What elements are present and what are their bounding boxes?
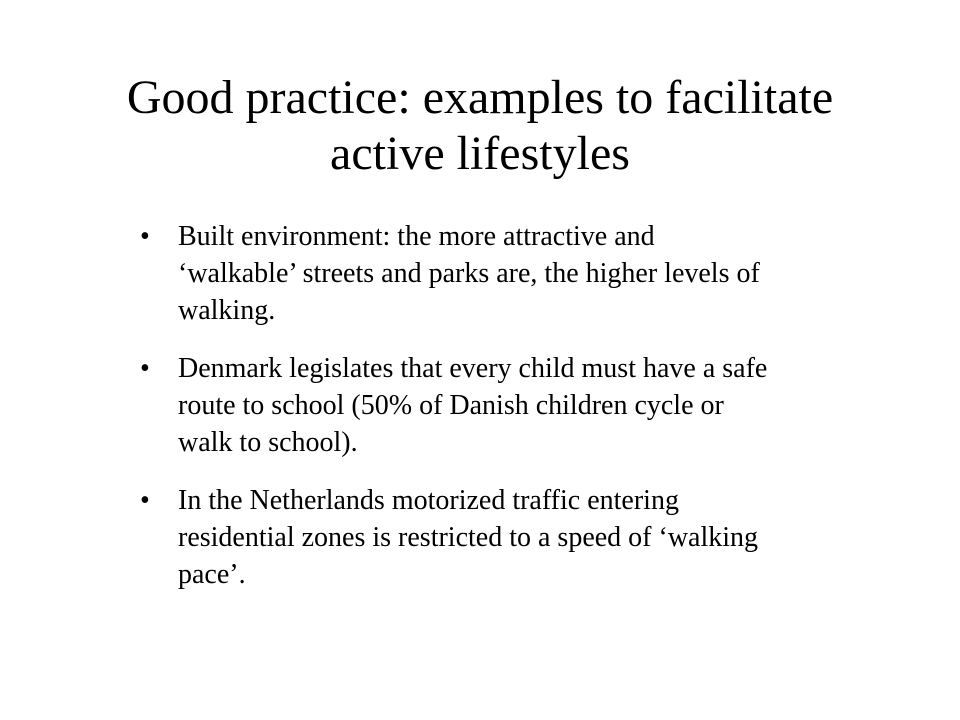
bullet-text-line: walk to school). <box>178 427 358 458</box>
bullet-text-line: residential zones is restricted to a speed of ‘walking <box>178 522 759 553</box>
bullet-item-denmark <box>140 350 860 461</box>
slide-title-line: active lifestyles <box>330 127 630 180</box>
bullet-marker: • <box>140 353 150 384</box>
bullet-text-line: Denmark legislates that every child must have a safe <box>178 353 768 384</box>
bullet-item-netherlands <box>140 482 860 593</box>
bullet-text-line: pace’. <box>178 559 246 590</box>
bullet-marker: • <box>140 485 150 516</box>
bullet-text-line: In the Netherlands motorized traffic entering <box>178 485 679 516</box>
bullet-text-line: walking. <box>178 295 276 326</box>
slide-title <box>60 70 900 182</box>
bullet-text-line: route to school (50% of Danish children cycle or <box>178 390 724 421</box>
slide-title-line: Good practice: examples to facilitate <box>126 71 834 124</box>
bullet-text-line: ‘walkable’ streets and parks are, the higher levels of <box>178 258 760 289</box>
bullet-list <box>140 218 860 614</box>
bullet-text-line: Built environment: the more attractive and <box>178 221 655 252</box>
bullet-item-built-environment <box>140 218 860 329</box>
bullet-marker: • <box>140 221 150 252</box>
